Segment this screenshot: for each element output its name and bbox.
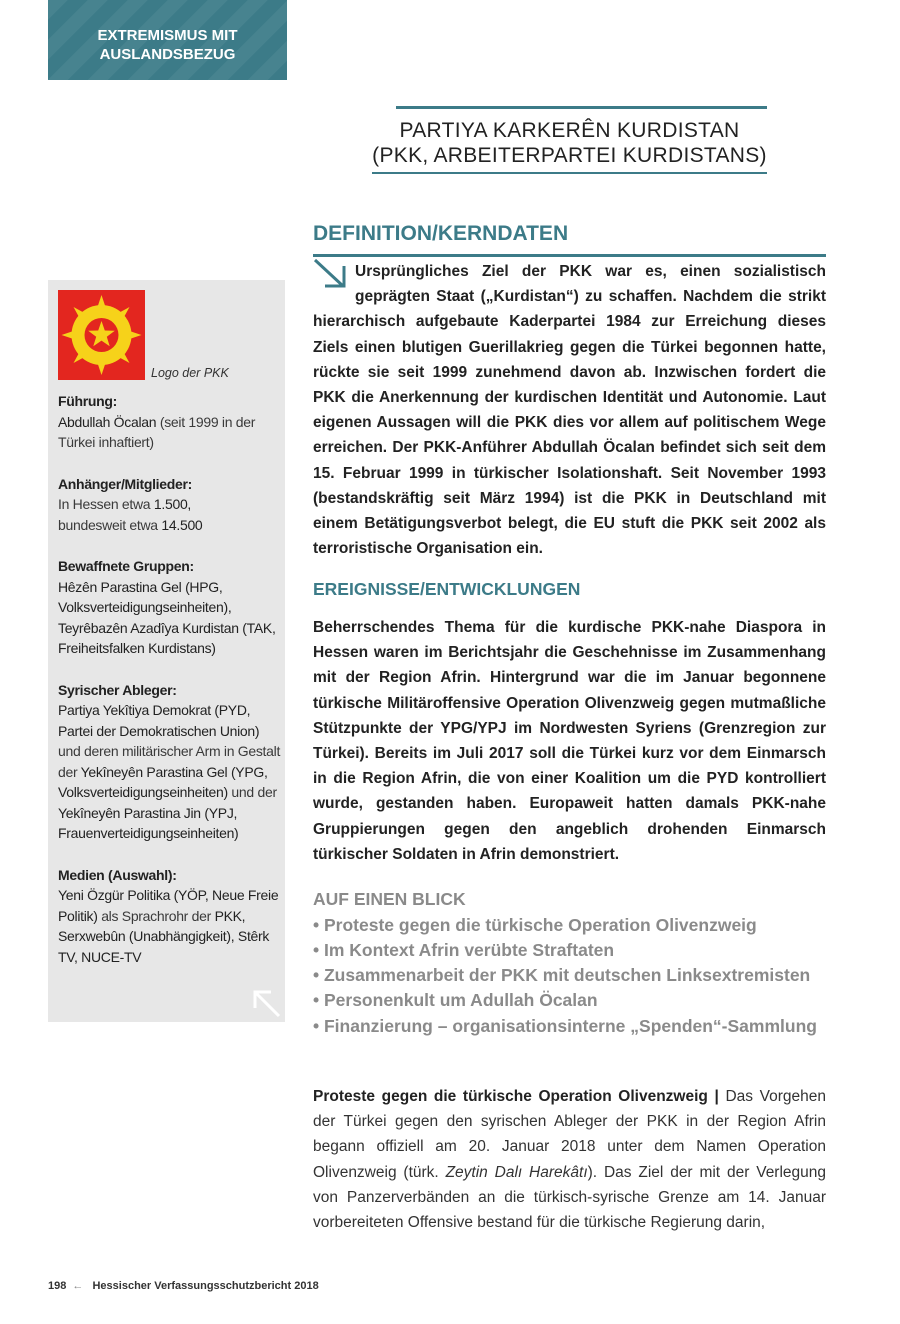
- publication-title: Hessischer Verfassungsschutzbericht 2018: [92, 1280, 319, 1292]
- syrian-b: und deren militärischer Arm in Gestalt der: [58, 743, 281, 780]
- page-number: 198: [48, 1280, 67, 1292]
- protest-text-1: Das Vorgehen der Türkei gegen den syrischen Ableger der PKK in der Region Afrin begann offiziell am 20. Januar 2018 unter dem Namen Operation Olivenzweig (türk.: [313, 1088, 827, 1181]
- leadership-name: Abdullah Öcalan: [58, 413, 157, 430]
- overview-item: • Zusammenarbeit der PKK mit deutschen Linksextremisten: [313, 965, 811, 985]
- events-text: Beherrschendes Thema für die kurdische PKK-nahe Diaspora in Hessen waren im Berichtsjahr die Geschehnisse im Zusammenhang mit der Region Afrin. Hintergrund war die im Januar begonnene türkische Militäroffensive Operation Olivenzweig gegen mutmaßliche Stützpunkte der YPG/YPJ im Nordwesten Syriens (Grenzregion zur Türkei). Bereits im Juli 2017 soll die Türkei kurz vor dem Einmarsch in die Region Afrin, die von einer Koalition um die PYD kontrolliert wurde, gestanden haben. Europaweit hatten damals PKK-nahe Gruppierungen gegen den angeblich drohenden Einmarsch türkischer Soldaten in Afrin demonstriert.: [313, 619, 826, 863]
- leadership-section: [58, 391, 282, 453]
- protest-italic: Zeytin Dalı Harekâtı: [445, 1163, 588, 1181]
- media-section: [58, 865, 282, 968]
- overview-item: • Personenkult um Adullah Öcalan: [313, 990, 598, 1010]
- overview-heading: AUF EINEN BLICK: [313, 889, 466, 909]
- media-a: Yeni Özgür Politika (YÖP, Neue Freie Politik): [58, 887, 279, 924]
- page-title: [372, 106, 767, 174]
- armed-groups-section: [58, 556, 282, 659]
- media-b: als Sprachrohr der: [97, 907, 215, 924]
- media-label: Medien (Auswahl):: [58, 866, 177, 883]
- syrian-e: Yekîneyên Parastina Jin (YPJ, Frauenverteidigungseinheiten): [58, 804, 239, 841]
- sidebar-facts: [58, 391, 282, 988]
- section-tab-line2: AUSLANDSBEZUG: [99, 46, 236, 63]
- armed-text: Hêzên Parastina Gel (HPG, Volksverteidigungseinheiten), Teyrêbazên Azadîya Kurdistan (TAK, Freiheitsfalken Kurdistans): [58, 578, 276, 656]
- syrian-label: Syrischer Ableger:: [58, 681, 177, 698]
- overview-list: [313, 913, 826, 1036]
- definition-body: Ursprüngliches Ziel der PKK war es, einen sozialistisch geprägten Staat („Kurdistan“) zu schaffen. Nachdem die strikt hierarchisch aufgebaute Kaderpartei 1984 zur Erreichung dieses Ziels einen blutigen Guerillakrieg gegen die Türkei begonnen hatte, rückte sie seit 1999 zunehmend davon ab. Inzwischen fordert die PKK die Anerkennung der kurdischen Identität und Autonomie. Laut eigenen Aussagen will die PKK dies vor allem auf politischem Wege erreichen. Der PKK-Anführer Abdullah Öcalan befindet sich seit dem 15. Februar 1999 in türkischer Isolationshaft. Seit November 1993 (bestandskräftig seit März 1994) ist die PKK in Deutschland mit einem Betätigungsverbot belegt, die EU stuft die PKK seit 2002 als terroristische Organisation ein.: [313, 263, 826, 558]
- title-rule-bottom: [372, 172, 767, 174]
- logo-caption: Logo der PKK: [151, 366, 229, 380]
- definition-text: [313, 259, 826, 561]
- overview-item: • Finanzierung – organisationsinterne „Spenden“-Sammlung: [313, 1016, 817, 1036]
- title-rule-top: [396, 106, 767, 109]
- arrow-up-left-icon: [251, 988, 281, 1018]
- section-tab-line1: EXTREMISMUS MIT: [97, 27, 238, 44]
- armed-label: Bewaffnete Gruppen:: [58, 558, 194, 574]
- leadership-label: Führung:: [58, 393, 118, 409]
- syrian-c: Yekîneyên Parastina Gel (YPG, Volksverteidigungseinheiten): [58, 763, 268, 800]
- syrian-branch-section: [58, 680, 282, 844]
- overview-item: • Proteste gegen die türkische Operation Olivenzweig: [313, 915, 757, 935]
- page-footer: [48, 1280, 319, 1292]
- definition-rule: [313, 254, 826, 257]
- members-label: Anhänger/Mitglieder:: [58, 475, 193, 492]
- members-section: [58, 474, 282, 536]
- title-line1: PARTIYA KARKERÊN KURDISTAN: [399, 119, 740, 142]
- title-line2: (PKK, ARBEITERPARTEI KURDISTANS): [372, 144, 767, 167]
- protest-text-2: ). Das Ziel der mit der Verlegung von Panzerverbänden an die türkisch-syrische Grenze am 14. Januar vorbereiteten Offensive bestand für die türkische Regierung darin,: [313, 1163, 827, 1232]
- footer-arrow-icon: ←: [72, 1280, 84, 1292]
- overview-item: • Im Kontext Afrin verübte Straftaten: [313, 940, 615, 960]
- members-hessen-prefix: In Hessen etwa: [58, 496, 154, 512]
- members-bund-prefix: bundesweit etwa: [58, 516, 162, 533]
- members-bund: 14.500: [161, 516, 203, 533]
- syrian-a: Partiya Yekîtiya Demokrat (PYD, Partei der Demokratischen Union): [58, 702, 260, 739]
- protest-paragraph: [313, 1084, 826, 1235]
- pkk-logo: [58, 290, 145, 380]
- protest-lead: Proteste gegen die türkische Operation Olivenzweig |: [313, 1088, 719, 1105]
- leadership-note: (seit 1999 in der Türkei inhaftiert): [58, 413, 256, 450]
- definition-heading: DEFINITION/KERNDATEN: [313, 222, 569, 245]
- fact-sidebar: [48, 280, 285, 1022]
- section-tab: [48, 0, 287, 80]
- syrian-d: und der: [227, 784, 277, 800]
- media-c: PKK, Serxwebûn (Unabhängigkeit), Stêrk TV, NUCE-TV: [58, 907, 270, 965]
- events-heading: EREIGNISSE/ENTWICKLUNGEN: [313, 579, 581, 599]
- members-hessen: 1.500,: [153, 496, 192, 512]
